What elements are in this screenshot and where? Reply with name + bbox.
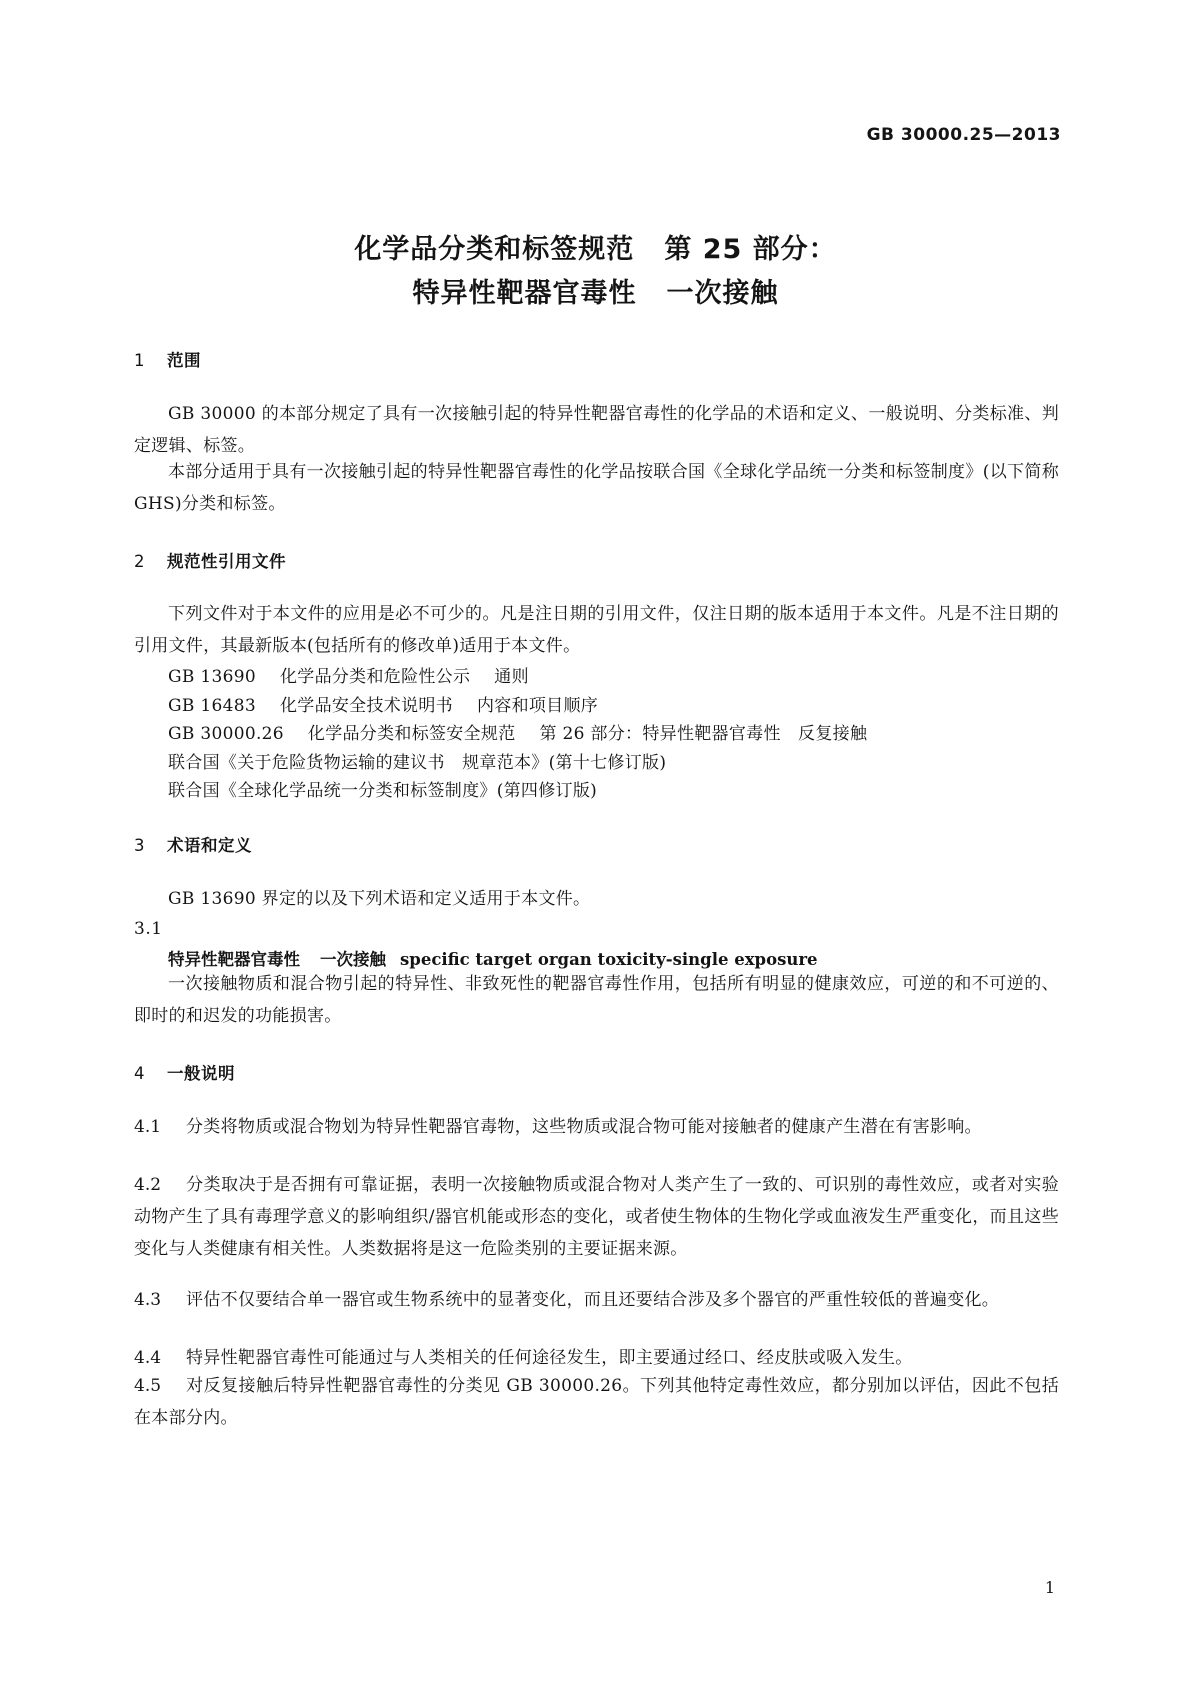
term-cn-main: 特异性靶器官毒性 [168, 950, 300, 969]
page-number: 1 [1044, 1578, 1055, 1597]
section-4-title: 一般说明 [167, 1064, 235, 1083]
reference-code: GB 30000.26 [168, 724, 284, 744]
reference-item [168, 662, 529, 687]
term-heading [168, 946, 818, 970]
section-1-number: 1 [134, 351, 145, 370]
term-english: specific target organ toxicity-single exposure [400, 950, 818, 969]
un-reference-item: 联合国《关于危险货物运输的建议书 规章范本》(第十七修订版) [168, 753, 667, 773]
term-number: 3.1 [134, 919, 163, 939]
term-definition: 一次接触物质和混合物引起的特异性、非致死性的靶器官毒性作用，包括所有明显的健康效应，可逆的和不可逆的、即时的和迟发的功能损害。 [134, 974, 1059, 1026]
reference-subtitle: 第 26 部分：特异性靶器官毒性 反复接触 [539, 724, 868, 744]
section-3-number: 3 [134, 836, 145, 855]
section-2-title: 规范性引用文件 [167, 552, 286, 571]
clause-number: 4.3 [134, 1290, 162, 1310]
section-1-para-2: 本部分适用于具有一次接触引起的特异性靶器官毒性的化学品按联合国《全球化学品统一分类和标签制度》(以下简称 GHS)分类和标签。 [134, 462, 1059, 514]
clause-number: 4.4 [134, 1348, 162, 1368]
clause-text: 特异性靶器官毒性可能通过与人类相关的任何途径发生，即主要通过经口、经皮肤或吸入发生。 [186, 1348, 913, 1368]
section-3-heading [134, 832, 252, 856]
reference-item [168, 691, 598, 716]
term-cn-sub: 一次接触 [320, 950, 386, 969]
document-title [0, 228, 1191, 316]
title-line-2 [0, 272, 1191, 316]
clause-number: 4.1 [134, 1117, 162, 1137]
section-3-intro: GB 13690 界定的以及下列术语和定义适用于本文件。 [168, 889, 591, 909]
clause-item [134, 1169, 1059, 1265]
standard-number: GB 30000.25—2013 [866, 125, 1061, 145]
section-2-number: 2 [134, 552, 145, 571]
clause-text: 分类取决于是否拥有可靠证据，表明一次接触物质或混合物对人类产生了一致的、可识别的毒性效应，或者对实验动物产生了具有毒理学意义的影响组织/器官机能或形态的变化，或者使生物体的生物化学或血液发生严重变化，而且这些变化与人类健康有相关性。人类数据将是这一危险类别的主要证据来源。 [134, 1175, 1059, 1259]
reference-title: 化学品安全技术说明书 [279, 696, 453, 716]
reference-subtitle: 内容和项目顺序 [476, 696, 599, 716]
section-2-heading [134, 548, 286, 572]
clause-item [134, 1111, 1059, 1143]
un-reference-item: 联合国《全球化学品统一分类和标签制度》(第四修订版) [168, 781, 598, 801]
clause-item [134, 1284, 1059, 1316]
clause-number: 4.5 [134, 1376, 162, 1396]
title-line-1-main: 化学品分类和标签规范 [354, 234, 635, 265]
reference-title: 化学品分类和标签安全规范 [307, 724, 516, 744]
title-line-2-part: 一次接触 [666, 278, 779, 309]
title-line-1 [0, 228, 1191, 272]
section-2-intro: 下列文件对于本文件的应用是必不可少的。凡是注日期的引用文件，仅注日期的版本适用于本文件。凡是不注日期的引用文件，其最新版本(包括所有的修改单)适用于本文件。 [134, 604, 1059, 656]
reference-title: 化学品分类和危险性公示 [279, 667, 471, 687]
section-1-heading [134, 347, 201, 371]
section-3-title: 术语和定义 [167, 836, 252, 855]
section-4-number: 4 [134, 1064, 145, 1083]
clause-number: 4.2 [134, 1175, 162, 1195]
title-line-1-part: 第 25 部分： [664, 234, 837, 265]
section-1-para-1: GB 30000 的本部分规定了具有一次接触引起的特异性靶器官毒性的化学品的术语和定义、一般说明、分类标准、判定逻辑、标签。 [134, 404, 1059, 456]
section-1-title: 范围 [167, 351, 201, 370]
section-4-heading [134, 1060, 235, 1084]
reference-code: GB 16483 [168, 696, 256, 716]
clause-item [134, 1370, 1059, 1434]
reference-item [168, 719, 867, 744]
clause-text: 分类将物质或混合物划为特异性靶器官毒物，这些物质或混合物可能对接触者的健康产生潜在有害影响。 [186, 1117, 982, 1137]
reference-code: GB 13690 [168, 667, 256, 687]
reference-subtitle: 通则 [494, 667, 529, 687]
clause-text: 评估不仅要结合单一器官或生物系统中的显著变化，而且还要结合涉及多个器官的严重性较低的普遍变化。 [186, 1290, 1000, 1310]
clause-text: 对反复接触后特异性靶器官毒性的分类见 GB 30000.26。下列其他特定毒性效应，都分别加以评估，因此不包括在本部分内。 [134, 1376, 1059, 1428]
title-line-2-main: 特异性靶器官毒性 [412, 278, 637, 309]
